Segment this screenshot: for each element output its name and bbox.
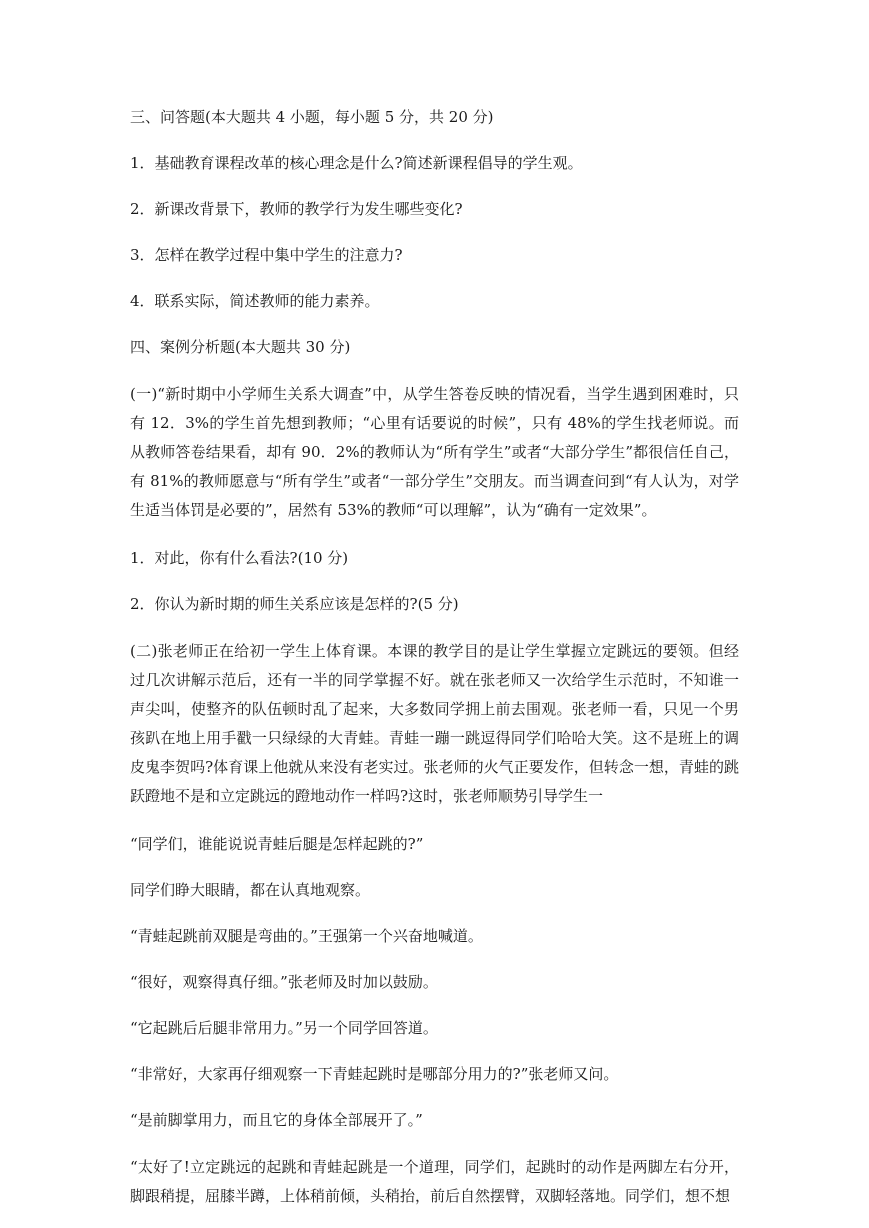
case-1-paragraph: (一)“新时期中小学师生关系大调查”中，从学生答卷反映的情况看，当学生遇到困难时，只有 12．3%的学生首先想到教师；“心里有话要说的时候”，只有 48%的学生找老师说。而从教师答卷结果看，却有 90．2%的教师认为“所有学生”或者“大部分学生”都很信任自己，有 81%的教师愿意与“所有学生”或者“一部分学生”交朋友。而当调查问到“有人认为，对学生适当体罚是必要的”，居然有 53%的教师“可以理解”，认为“确有一定效果”。: [130, 385, 739, 519]
case-1-question-1: 1．对此，你有什么看法?(10 分): [130, 549, 349, 567]
case-2-dialogue-line: “非常好，大家再仔细观察一下青蛙起跳时是哪部分用力的?”张老师又问。: [130, 1065, 619, 1083]
case-2-dialogue-line: 同学们睁大眼睛，都在认真地观察。: [130, 881, 371, 899]
case-2-dialogue-line: “是前脚掌用力，而且它的身体全部展开了。”: [130, 1111, 423, 1129]
case-1-question-2: 2．你认为新时期的师生关系应该是怎样的?(5 分): [130, 595, 459, 613]
section-4-heading: 四、案例分析题(本大题共 30 分): [130, 338, 351, 356]
case-2-dialogue-line: “它起跳后后腿非常用力。”另一个同学回答道。: [130, 1019, 438, 1037]
section-3-heading: 三、问答题(本大题共 4 小题，每小题 5 分，共 20 分): [130, 108, 494, 126]
case-2-dialogue-line: “很好，观察得真仔细。”张老师及时加以鼓励。: [130, 973, 438, 991]
case-2-dialogue-line: “同学们，谁能说说青蛙后腿是怎样起跳的?”: [130, 835, 424, 853]
case-2-dialogue-line: “青蛙起跳前双腿是弯曲的。”王强第一个兴奋地喊道。: [130, 927, 483, 945]
section-3-question-3: 3．怎样在教学过程中集中学生的注意力?: [130, 246, 403, 264]
section-3-question-2: 2．新课改背景下，教师的教学行为发生哪些变化?: [130, 200, 463, 218]
case-2-dialogue-line: “太好了!立定跳远的起跳和青蛙起跳是一个道理，同学们，起跳时的动作是两脚左右分开，脚跟稍提，屈膝半蹲，上体稍前倾，头稍抬，前后自然摆臂，双脚轻落地。同学们，想不想: [130, 1158, 739, 1205]
section-3-question-1: 1．基础教育课程改革的核心理念是什么?简述新课程倡导的学生观。: [130, 154, 583, 172]
section-3-question-4: 4．联系实际，简述教师的能力素养。: [130, 292, 380, 310]
case-2-intro-paragraph: (二)张老师正在给初一学生上体育课。本课的教学目的是让学生掌握立定跳远的要领。但经过几次讲解示范后，还有一半的同学掌握不好。就在张老师又一次给学生示范时，不知谁一声尖叫，使整齐的队伍顿时乱了起来，大多数同学拥上前去围观。张老师一看，只见一个男孩趴在地上用手戳一只绿绿的大青蛙。青蛙一蹦一跳逗得同学们哈哈大笑。这不是班上的调皮鬼李贺吗?体育课上他就从来没有老实过。张老师的火气正要发作，但转念一想，青蛙的跳跃蹬地不是和立定跳远的蹬地动作一样吗?这时，张老师顺势引导学生一: [130, 642, 739, 805]
